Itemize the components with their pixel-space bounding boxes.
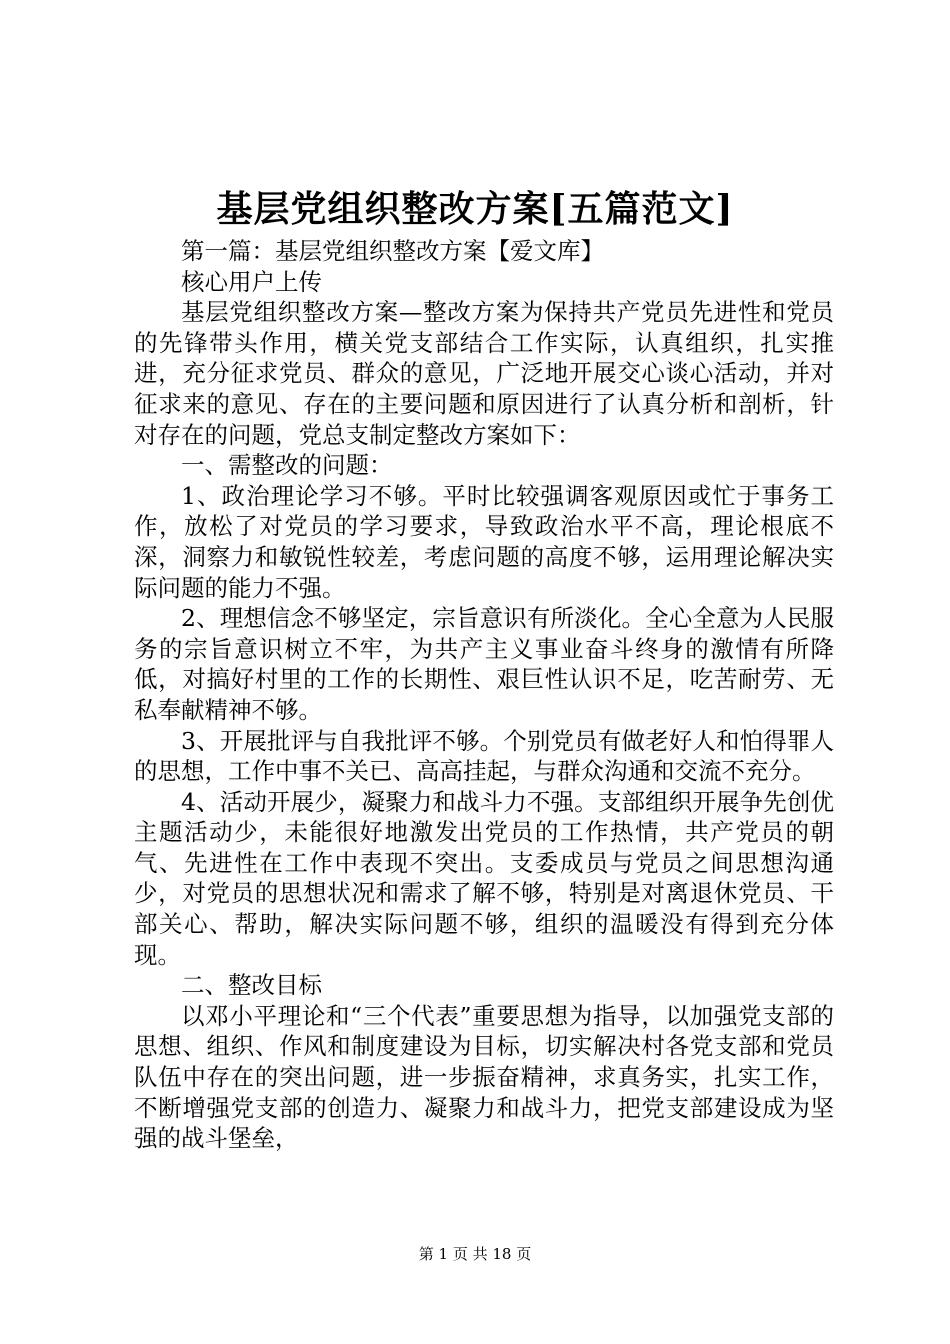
body-paragraph: 基层党组织整改方案—整改方案为保持共产党员先进性和党员的先锋带头作用，横关党支部结合工作实际，认真组织，扎实推进，充分征求党员、群众的意见，广泛地开展交心谈心活动，并对征求来的意见、存在的主要问题和原因进行了认真分析和剖析，针对存在的问题，党总支制定整改方案如下：	[134, 298, 834, 449]
upload-note: 核心用户上传	[181, 267, 322, 296]
body-paragraph: 1、政治理论学习不够。平时比较强调客观原因或忙于事务工作，放松了对党员的学习要求，导致政治水平不高，理论根底不深，洞察力和敏锐性较差，考虑问题的高度不够，运用理论解决实际问题的能力不强。	[134, 481, 834, 602]
subsection-heading: 二、整改目标	[181, 971, 322, 1000]
body-paragraph: 以邓小平理论和“三个代表”重要思想为指导，以加强党支部的思想、组织、作风和制度建设为目标，切实解决村各党支部和党员队伍中存在的突出问题，进一步振奋精神，求真务实，扎实工作，不断增强党支部的创造力、凝聚力和战斗力，把党支部建设成为坚强的战斗堡垒，	[134, 1001, 834, 1153]
body-paragraph: 3、开展批评与自我批评不够。个别党员有做老好人和怕得罪人的思想，工作中事不关已、高高挂起，与群众沟通和交流不充分。	[134, 726, 834, 786]
document-title: 基层党组织整改方案[五篇范文]	[216, 188, 734, 230]
subsection-heading: 一、需整改的问题：	[181, 451, 393, 480]
section-heading: 第一篇：基层党组织整改方案【爱文库】	[181, 237, 604, 265]
page-number-footer: 第 1 页 共 18 页	[418, 1245, 532, 1263]
document-body	[134, 236, 834, 1154]
body-paragraph: 4、活动开展少，凝聚力和战斗力不强。支部组织开展争先创优主题活动少，未能很好地激发出党员的工作热情，共产党员的朝气、先进性在工作中表现不突出。支委成员与党员之间思想沟通少，对党员的思想状况和需求了解不够，特别是对离退休党员、干部关心、帮助，解决实际问题不够，组织的温暖没有得到充分体现。	[134, 787, 834, 969]
body-paragraph: 2、理想信念不够坚定，宗旨意识有所淡化。全心全意为人民服务的宗旨意识树立不牢，为共产主义事业奋斗终身的激情有所降低，对搞好村里的工作的长期性、艰巨性认识不足，吃苦耐劳、无私奉献精神不够。	[134, 604, 834, 724]
